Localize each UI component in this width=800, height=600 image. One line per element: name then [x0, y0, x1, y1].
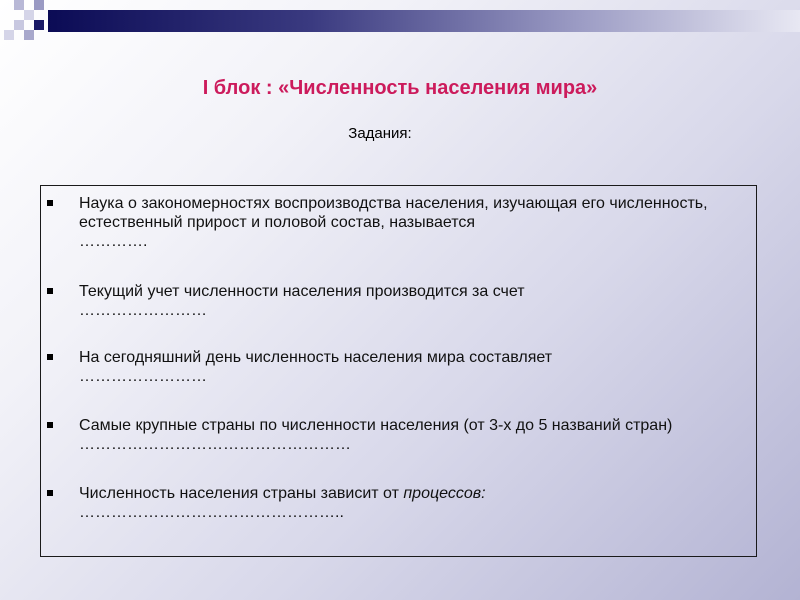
corner-square-decoration	[34, 20, 44, 30]
task-text: Текущий учет численности населения производится за счет	[79, 283, 525, 300]
tasks-subtitle: Задания:	[348, 125, 412, 142]
task-item	[47, 282, 747, 320]
task-text: На сегодняшний день численность населения мира составляет	[79, 349, 553, 366]
task-text-block	[79, 194, 739, 251]
bullet-square-icon	[47, 200, 53, 206]
header-gradient-bar	[48, 10, 800, 32]
task-item	[47, 348, 747, 386]
bullet-square-icon	[47, 422, 53, 428]
task-item	[47, 194, 747, 251]
corner-square-decoration	[14, 20, 24, 30]
task-emphasis: процессов:	[403, 485, 486, 502]
answer-blank: ……………………	[79, 368, 207, 385]
corner-square-decoration	[34, 0, 44, 10]
task-item	[47, 484, 747, 522]
tasks-box	[40, 185, 757, 557]
answer-blank: ……………………………………………	[79, 436, 351, 453]
corner-square-decoration	[4, 30, 14, 40]
slide-title: I блок : «Численность населения мира»	[202, 77, 598, 99]
answer-blank: ………….	[79, 233, 148, 250]
task-text-block	[79, 282, 739, 320]
bullet-square-icon	[47, 490, 53, 496]
corner-square-decoration	[24, 10, 34, 20]
task-text: Наука о закономерностях воспроизводства населения, изучающая его численность, естественный прирост и половой состав, называется	[79, 195, 708, 231]
task-text-block	[79, 484, 739, 522]
task-text: Численность населения страны зависит от	[79, 485, 399, 502]
corner-square-decoration	[14, 0, 24, 10]
bullet-square-icon	[47, 354, 53, 360]
task-text: Самые крупные страны по численности населения (от 3-х до 5 названий стран)	[79, 417, 673, 434]
task-text-block	[79, 348, 739, 386]
task-item	[47, 416, 747, 454]
task-text-block	[79, 416, 739, 454]
answer-blank: …………………………………………..	[79, 504, 344, 521]
bullet-square-icon	[47, 288, 53, 294]
corner-square-decoration	[24, 30, 34, 40]
answer-blank: ……………………	[79, 302, 207, 319]
